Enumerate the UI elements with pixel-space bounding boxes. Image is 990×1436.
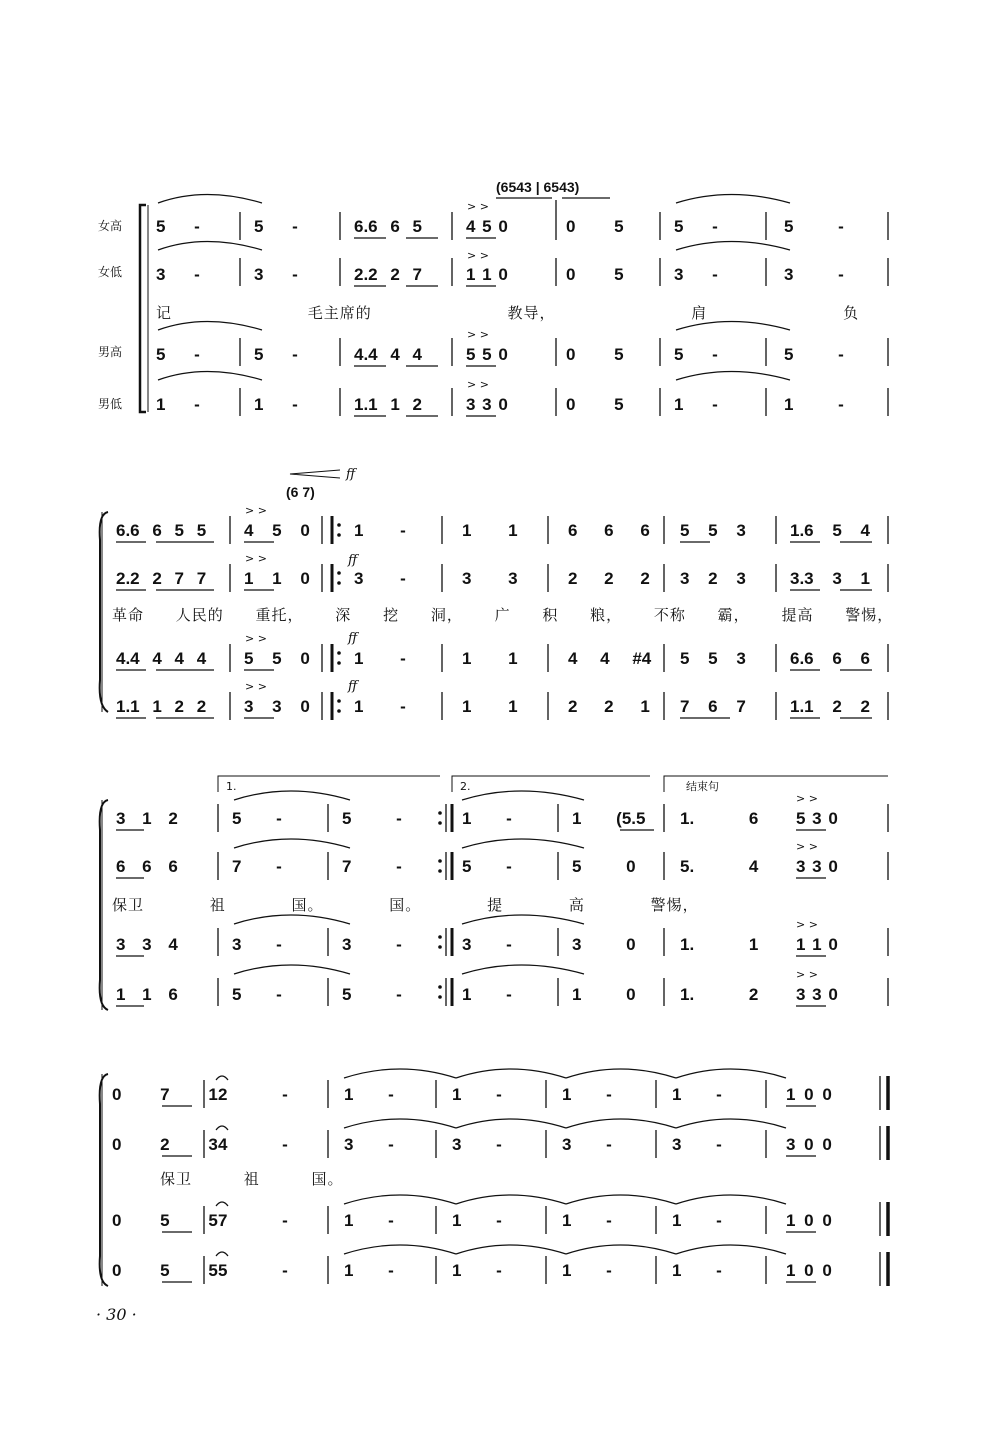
measure: 6 6 6 xyxy=(116,857,178,876)
system-bracket xyxy=(100,800,108,1010)
measure: 2 - xyxy=(218,1085,288,1104)
measure: 1.1 2 2 xyxy=(790,697,870,716)
row-tenor xyxy=(116,935,838,954)
measure: 1 - xyxy=(674,395,718,414)
top-annotation: (6543 | 6543) xyxy=(496,179,580,195)
measure: 3 - xyxy=(452,1135,502,1154)
svg-text:> >: > > xyxy=(467,378,489,391)
measure: 3 3 4 xyxy=(116,935,178,954)
measure: 3 - xyxy=(562,1135,612,1154)
measure: 4.4 4 4 4 xyxy=(116,649,207,668)
measure: 1. 6 xyxy=(680,809,759,828)
dynamic-mark: ff xyxy=(348,679,358,694)
measure: 1 - xyxy=(254,395,298,414)
measure: 1 1 6 xyxy=(116,985,178,1004)
row-bass xyxy=(112,1261,832,1280)
measure: 6.6 6 6 xyxy=(790,649,870,668)
measure: 1 0 0 xyxy=(786,1261,832,1280)
row-alto xyxy=(112,1135,832,1154)
volta-2-label: 2. xyxy=(460,780,471,793)
measure: 1 - xyxy=(452,1211,502,1230)
row-bass xyxy=(156,395,844,414)
row-tenor xyxy=(156,345,844,364)
system-bracket xyxy=(100,1074,108,1286)
measure: 5 - xyxy=(218,1261,288,1280)
measure: 1 0 xyxy=(572,985,636,1004)
measure: 5. 4 xyxy=(680,857,759,876)
measure: 1 1 0 xyxy=(244,569,310,588)
measure: 3 - xyxy=(784,265,844,284)
measure: 1 1 xyxy=(462,697,518,716)
measure: 1 - xyxy=(462,985,512,1004)
measure: 5 - xyxy=(232,985,282,1004)
system-1 xyxy=(98,179,888,416)
measure: 0 7 1 xyxy=(112,1085,218,1104)
measure: 1 - xyxy=(354,521,406,540)
svg-text:> >: > > xyxy=(796,840,818,853)
measure: 5 - xyxy=(254,217,298,236)
measure: 0 2 3 xyxy=(112,1135,218,1154)
measure: 3 3 0 xyxy=(466,395,508,414)
voice-label-alto: 女低 xyxy=(98,265,123,279)
svg-text:> >: > > xyxy=(796,968,818,981)
system-3 xyxy=(100,776,888,1010)
dynamic-mark: ff xyxy=(348,631,358,646)
lyrics-line: 保卫 祖 国。 国。 提 高 警惕， xyxy=(112,896,699,914)
measure: 6.6 6 5 xyxy=(354,217,422,236)
measure: 5 5 0 xyxy=(244,649,310,668)
svg-text:> >: > > xyxy=(245,680,267,693)
ending-label: 结束句 xyxy=(686,780,719,793)
row-alto xyxy=(156,265,844,284)
measure: 3 0 0 xyxy=(786,1135,832,1154)
measure: 5 - xyxy=(784,345,844,364)
measure: 5 - xyxy=(156,345,200,364)
measure: 2 2 1 xyxy=(568,697,650,716)
lyrics-line: 记 毛主席的 教导， 肩 负 xyxy=(156,304,860,322)
row-soprano xyxy=(156,217,844,236)
voice-label-bass: 男低 xyxy=(98,397,123,411)
measure: 3 3 0 xyxy=(796,857,838,876)
measure: 5 - xyxy=(674,345,718,364)
measure: 1 - xyxy=(344,1261,394,1280)
measure: 1 0 0 xyxy=(786,1085,832,1104)
row-soprano xyxy=(116,521,871,540)
measure: 1. 2 xyxy=(680,985,759,1004)
measure: 6 6 6 xyxy=(568,521,650,540)
measure: 3.3 3 1 xyxy=(790,569,870,588)
measure: 3 1 2 xyxy=(116,809,178,828)
measure: 0 5 5 xyxy=(112,1211,218,1230)
system-2 xyxy=(100,467,894,720)
measure: 3 3 0 xyxy=(244,697,310,716)
measure: 1 - xyxy=(344,1085,394,1104)
measure: 1 - xyxy=(462,809,512,828)
measure: 1 - xyxy=(672,1261,722,1280)
measure: 5 - xyxy=(156,217,200,236)
measure: 4 5 0 xyxy=(244,521,310,540)
measure: 4.4 4 4 xyxy=(354,345,422,364)
measure: 3 - xyxy=(342,935,402,954)
measure: 3 3 xyxy=(462,569,518,588)
svg-text:> >: > > xyxy=(245,552,267,565)
measure: 0 5 xyxy=(566,217,624,236)
row-alto xyxy=(116,857,838,876)
measure: 3 - xyxy=(232,935,282,954)
measure: 1 - xyxy=(562,1211,612,1230)
measure: 3 - xyxy=(462,935,512,954)
measure: 1.6 5 4 xyxy=(790,521,870,540)
measure: 0 5 xyxy=(566,345,624,364)
measure: 5 - xyxy=(254,345,298,364)
measure: 5 - xyxy=(342,985,402,1004)
measure: 3 3 0 xyxy=(796,985,838,1004)
measure: 5 5 0 xyxy=(466,345,508,364)
measure: 1 - xyxy=(156,395,200,414)
svg-text:> >: > > xyxy=(796,918,818,931)
top-annotation: (6 7) xyxy=(286,484,315,500)
measure: 1 (5.5 xyxy=(572,809,646,828)
measure: 3 - xyxy=(354,569,406,588)
measure: 1 - xyxy=(672,1211,722,1230)
measure: 0 5 xyxy=(566,395,624,414)
dynamic-mark: ff xyxy=(348,553,358,568)
row-bass xyxy=(116,679,870,716)
measure: 1 1 0 xyxy=(466,265,508,284)
measure: 5 - xyxy=(784,217,844,236)
measure: 2.2 2 7 xyxy=(354,265,422,284)
system-bracket xyxy=(100,512,108,712)
measure: 3 - xyxy=(254,265,298,284)
crescendo-hairpin xyxy=(290,470,340,478)
measure: 5 5 3 xyxy=(680,521,746,540)
measure: 1 - xyxy=(784,395,844,414)
row-alto xyxy=(116,553,870,588)
measure: 3 2 3 xyxy=(680,569,746,588)
measure: 1.1 1 2 xyxy=(354,395,422,414)
measure: 6.6 6 5 5 xyxy=(116,521,207,540)
svg-text:> >: > > xyxy=(467,249,489,262)
measure: 5 3 0 xyxy=(796,809,838,828)
measure: 5 - xyxy=(462,857,512,876)
voice-label-tenor: 男高 xyxy=(98,345,123,359)
measure: 1 1 xyxy=(462,649,518,668)
measure: 5 5 3 xyxy=(680,649,746,668)
svg-text:> >: > > xyxy=(467,200,489,213)
measure: 7 - xyxy=(232,857,282,876)
measure: 4 - xyxy=(218,1135,288,1154)
row-tenor xyxy=(112,1211,832,1230)
measure: 5 0 xyxy=(572,857,636,876)
measure: 7 - xyxy=(218,1211,288,1230)
dynamic-mark: ff xyxy=(346,467,356,482)
row-soprano xyxy=(112,1085,832,1104)
measure: 7 - xyxy=(342,857,402,876)
svg-text:> >: > > xyxy=(467,328,489,341)
volta-brackets xyxy=(218,776,888,792)
voice-label-soprano: 女高 xyxy=(98,219,123,233)
measure: 3 - xyxy=(156,265,200,284)
measure: 5 - xyxy=(232,809,282,828)
measure: 4 5 0 xyxy=(466,217,508,236)
row-bass xyxy=(116,985,838,1004)
beams xyxy=(162,1106,816,1282)
measure: 1.1 1 2 2 xyxy=(116,697,207,716)
measure: 3 - xyxy=(674,265,718,284)
measure: 1 - xyxy=(354,697,406,716)
measure: 1. 1 xyxy=(680,935,759,954)
measure: 1 - xyxy=(562,1261,612,1280)
measure: 1 - xyxy=(452,1261,502,1280)
measure: 7 6 7 xyxy=(680,697,746,716)
row-tenor xyxy=(116,631,870,668)
measure: 1 0 0 xyxy=(786,1211,832,1230)
row-soprano xyxy=(116,809,838,828)
svg-text:> >: > > xyxy=(245,504,267,517)
measure: 1 - xyxy=(344,1211,394,1230)
measure: 3 0 xyxy=(572,935,636,954)
svg-text:> >: > > xyxy=(796,792,818,805)
lyrics-line: 革命 人民的 重托， 深 挖 洞， 广 积 粮， 不称 霸， 提高 警惕， xyxy=(112,606,894,624)
slurs xyxy=(234,791,584,974)
volta-1-label: 1. xyxy=(226,780,237,793)
measure: 1 1 xyxy=(462,521,518,540)
measure: 5 - xyxy=(342,809,402,828)
measure: 2.2 2 7 7 xyxy=(116,569,207,588)
page-number: · 30 · xyxy=(96,1305,137,1324)
measure: 1 1 0 xyxy=(796,935,838,954)
measure: 3 - xyxy=(344,1135,394,1154)
measure: 5 - xyxy=(674,217,718,236)
measure: 1 - xyxy=(562,1085,612,1104)
measure: 0 5 xyxy=(566,265,624,284)
measure: 2 2 2 xyxy=(568,569,650,588)
system-bracket xyxy=(140,205,146,412)
measure: 4 4 #4 xyxy=(568,649,652,668)
measure: 0 5 5 xyxy=(112,1261,218,1280)
measure: 1 - xyxy=(672,1085,722,1104)
svg-text:> >: > > xyxy=(245,632,267,645)
measure: 1 - xyxy=(452,1085,502,1104)
system-4 xyxy=(100,1069,888,1286)
lyrics-line: 保卫 祖 国。 xyxy=(160,1170,344,1188)
measure: 1 - xyxy=(354,649,406,668)
measure: 3 - xyxy=(672,1135,722,1154)
